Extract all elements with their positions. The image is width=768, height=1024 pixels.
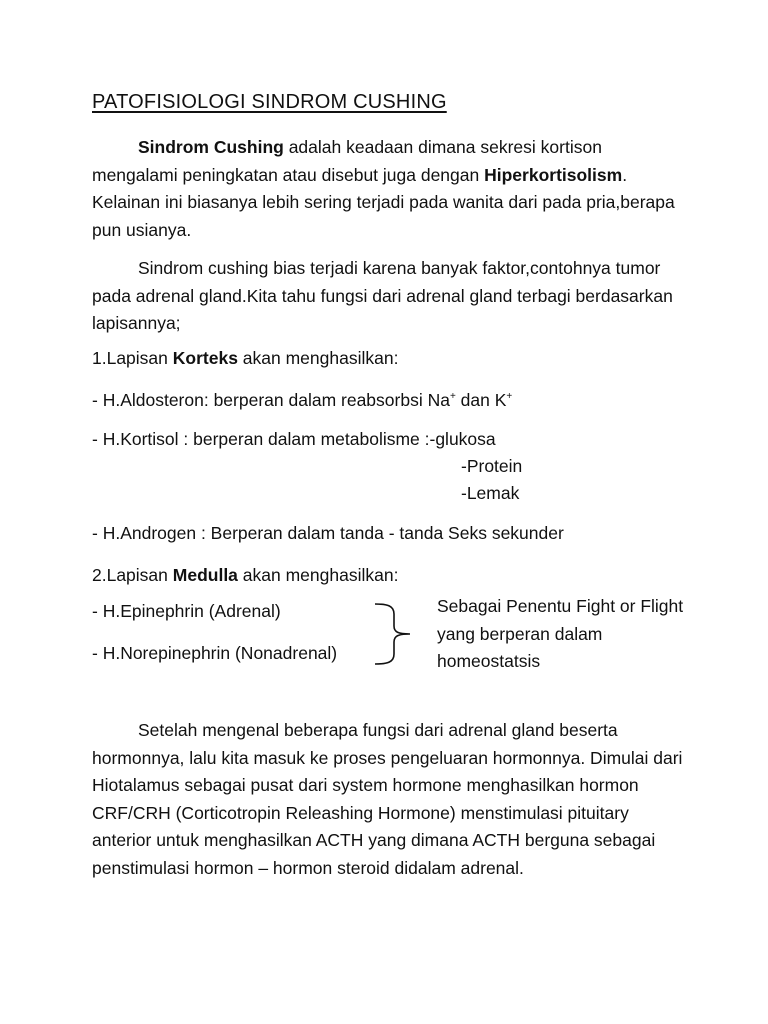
paragraph-text: Setelah mengenal beberapa fungsi dari adrenal gland beserta hormonnya, lalu kita masuk ke proses pengeluaran hormonnya. Dimulai dari Hiotalamus sebagai pusat dari system hormone menghasilkan hormon CRF/CRH (Corticotropin Releashing Hormone) menstimulasi pituitary anterior untuk menghasilkan ACTH yang dimana ACTH berguna sebagai penstimulasi hormon – hormon steroid didalam adrenal. (92, 720, 683, 878)
list-item-norepinephrin: - H.Norepinephrin (Nonadrenal) (92, 643, 338, 663)
bold-term-korteks: Korteks (172, 348, 238, 368)
list-item-kortisol: - H.Kortisol : berperan dalam metabolisme :-glukosa (92, 429, 496, 449)
heading-text: akan menghasilkan: (237, 565, 399, 585)
paragraph-process (92, 717, 692, 882)
superscript: + (449, 391, 456, 403)
korteks-heading (92, 348, 398, 369)
item-text: dan K (455, 390, 507, 410)
list-item-androgen: - H.Androgen : Berperan dalam tanda - tanda Seks sekunder (92, 523, 564, 543)
medulla-heading (92, 565, 398, 586)
heading-text: akan menghasilkan: (237, 348, 399, 368)
item-text: - H.Aldosteron: berperan dalam reabsorbsi Na (92, 390, 450, 410)
bold-term-medulla: Medulla (172, 565, 238, 585)
list-number: 1.Lapisan (92, 348, 173, 368)
paragraph-text: Sindrom cushing bias terjadi karena banyak faktor,contohnya tumor pada adrenal gland.Kita tahu fungsi dari adrenal gland terbagi berdasarkan lapisannya; (92, 258, 673, 333)
paragraph-intro (92, 134, 692, 244)
list-subitem-lemak: -Lemak (461, 483, 520, 503)
page-title: PATOFISIOLOGI SINDROM CUSHING (92, 91, 447, 113)
list-subitem-protein: -Protein (461, 456, 523, 476)
list-number: 2.Lapisan (92, 565, 173, 585)
brace-annotation: Sebagai Penentu Fight or Flight yang berperan dalam homeostatsis (437, 596, 684, 671)
bold-term-sindrom-cushing: Sindrom Cushing (138, 137, 284, 157)
paragraph-text: . Kelainan ini biasanya lebih sering terjadi pada wanita dari pada pria,berapa pun usianya. (92, 164, 675, 240)
list-item-aldosteron (92, 390, 512, 411)
paragraph-causes (92, 255, 692, 338)
curly-brace-icon (372, 602, 416, 666)
superscript: + (506, 391, 513, 403)
list-item-epinephrin: - H.Epinephrin (Adrenal) (92, 601, 281, 621)
bold-term-hiperkortisolism: Hiperkortisolism (484, 164, 623, 185)
paragraph-text: adalah keadaan dimana sekresi kortison mengalami peningkatan atau disebut juga dengan (92, 137, 602, 185)
